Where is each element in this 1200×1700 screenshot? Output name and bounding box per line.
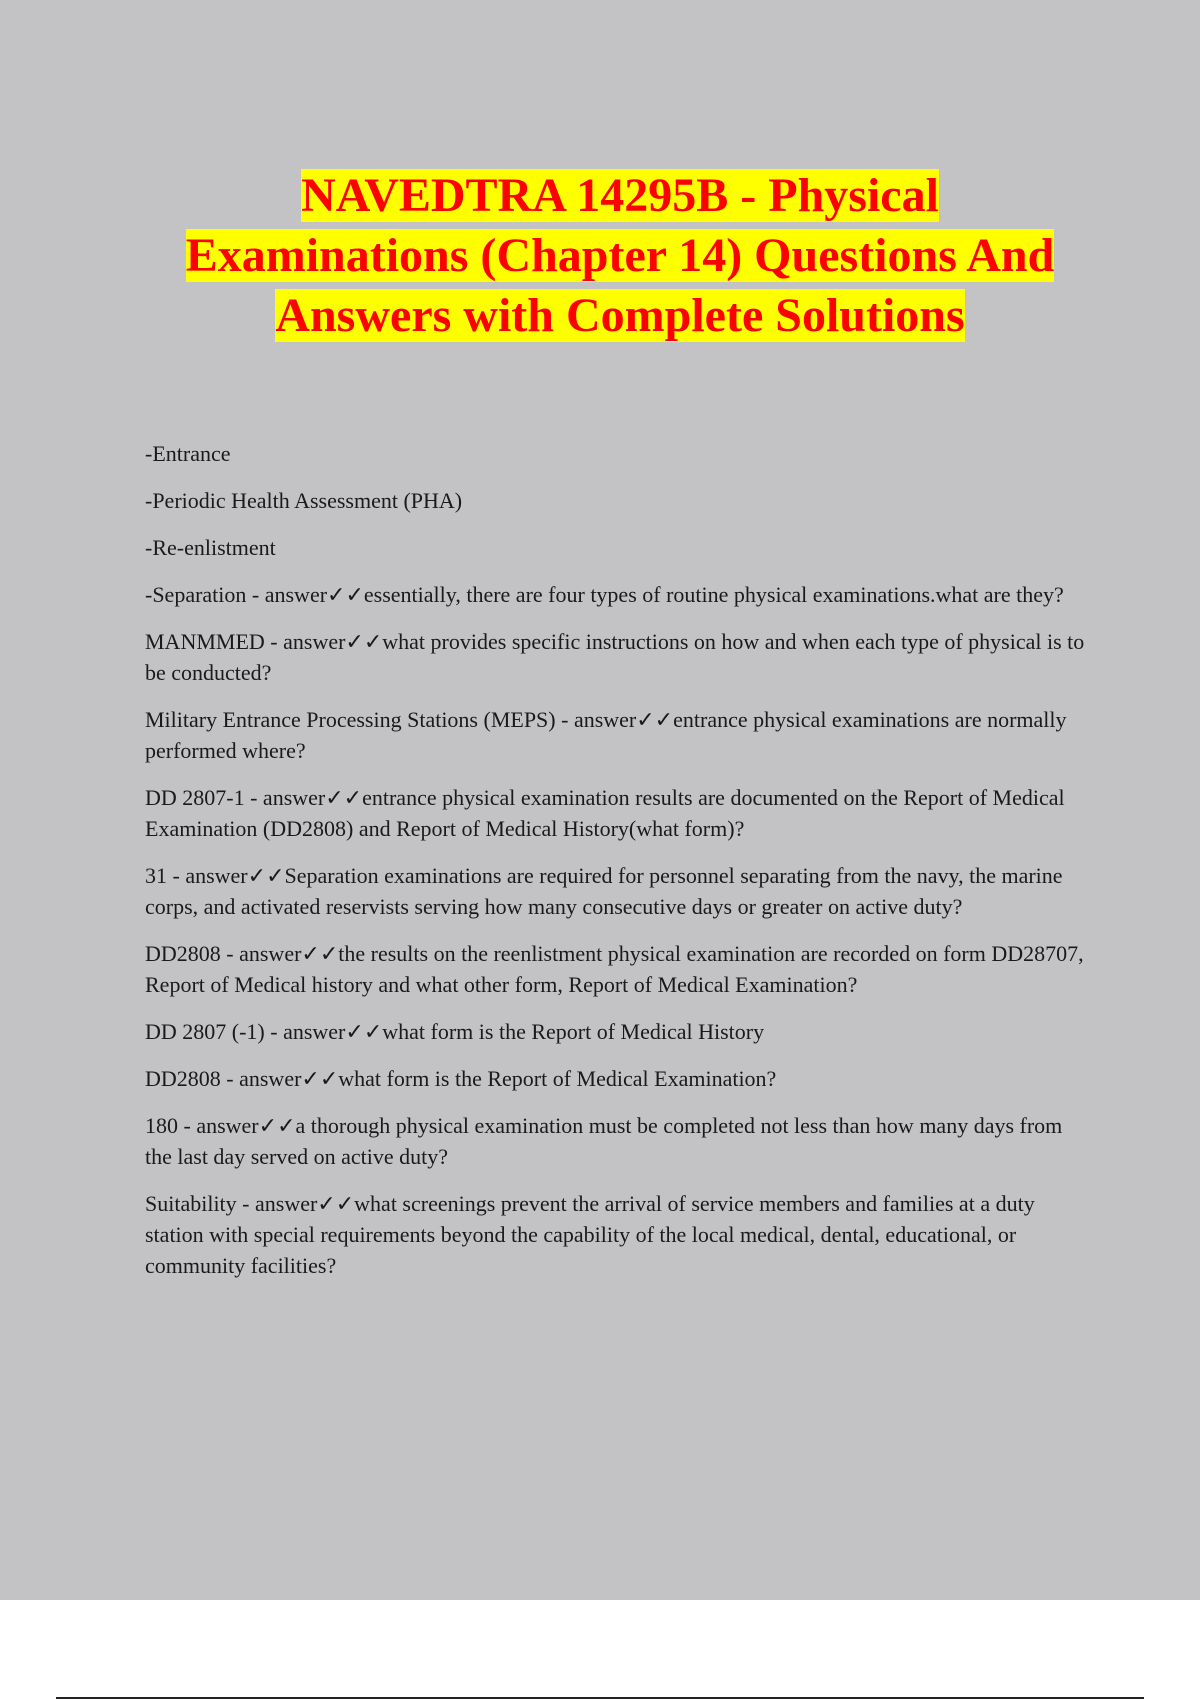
title-line-2: Examinations (Chapter 14) Questions And	[185, 229, 1055, 282]
title-line-1: NAVEDTRA 14295B - Physical	[301, 169, 939, 222]
qa-entry: DD2808 - answer✓✓what form is the Report of Medical Examination?	[145, 1066, 777, 1091]
qa-entry: Suitability - answer✓✓what screenings prevent the arrival of service members and families at a duty station with special requirements beyond the capability of the local medical, dental, educational, or community facilities?	[145, 1191, 1035, 1278]
list-item: -Re-enlistment	[145, 535, 276, 560]
qa-entry: DD2808 - answer✓✓the results on the reenlistment physical examination are recorded on form DD28707, Report of Medical history and what other form, Report of Medical Examination?	[145, 941, 1084, 997]
qa-entry: 180 - answer✓✓a thorough physical examination must be completed not less than how many days from the last day served on active duty?	[145, 1113, 1063, 1169]
document-title	[120, 166, 1120, 346]
qa-list	[145, 438, 1085, 1297]
qa-entry: -Separation - answer✓✓essentially, there are four types of routine physical examinations.what are they?	[145, 582, 1064, 607]
qa-entry: Military Entrance Processing Stations (MEPS) - answer✓✓entrance physical examinations are normally performed where?	[145, 707, 1067, 763]
qa-entry: DD 2807-1 - answer✓✓entrance physical examination results are documented on the Report of Medical Examination (DD2808) and Report of Medical History(what form)?	[145, 785, 1065, 841]
qa-entry: DD 2807 (-1) - answer✓✓what form is the Report of Medical History	[145, 1019, 765, 1044]
footer-divider	[56, 1697, 1144, 1699]
qa-entry: MANMMED - answer✓✓what provides specific instructions on how and when each type of physical is to be conducted?	[145, 629, 1085, 685]
title-line-3: Answers with Complete Solutions	[275, 289, 965, 342]
list-item: -Entrance	[145, 441, 231, 466]
qa-entry: 31 - answer✓✓Separation examinations are required for personnel separating from the navy, the marine corps, and activated reservists serving how many consecutive days or greater on active duty?	[145, 863, 1063, 919]
list-item: -Periodic Health Assessment (PHA)	[145, 488, 463, 513]
